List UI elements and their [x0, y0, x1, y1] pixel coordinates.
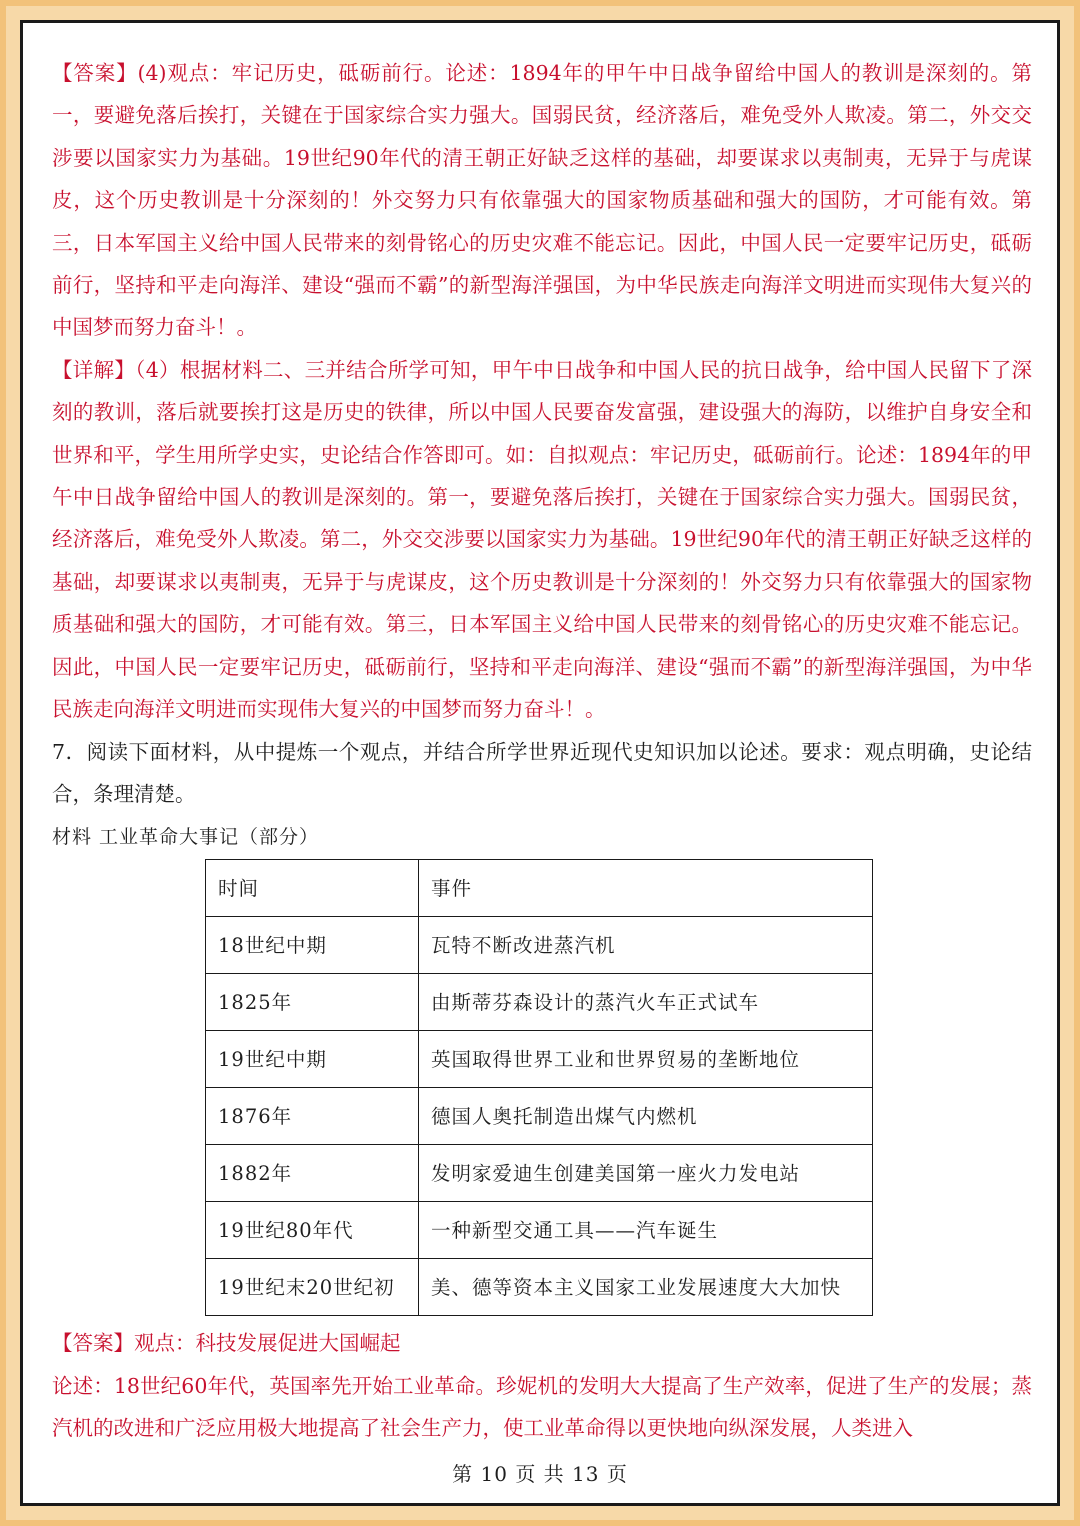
explanation-text: （4）根据材料二、三并结合所学可知，甲午中日战争和中国人民的抗日战争，给中国人民留下了深刻的教训，落后就要挨打这是历史的铁律，所以中国人民要奋发富强，建设强大的海防，以维护自身安全和世界和平，学生用所学史实，史论结合作答即可。如：自拟观点：牢记历史，砥砺前行。论述：1894年的甲午中日战争留给中国人的教训是深刻的。第一，要避免落后挨打，关键在于国家综合实力强大。国弱民贫，经济落后，难免受外人欺凌。第二，外交交涉要以国家实力为基础。19世纪90年代的清王朝正好缺乏这样的基础，却要谋求以夷制夷，无异于与虎谋皮，这个历史教训是十分深刻的！外交努力只有依靠强大的国家物质基础和强大的国防，才可能有效。第三，日本军国主义给中国人民带来的刻骨铭心的历史灾难不能忘记。因此，中国人民一定要牢记历史，砥砺前行，坚持和平走向海洋、建设“强而不霸”的新型海洋强国，为中华民族走向海洋文明进而实现伟大复兴的中国梦而努力奋斗！。 — [52, 357, 1032, 722]
cell-event: 美、德等资本主义国家工业发展速度大大加快 — [419, 1259, 873, 1316]
table-row — [206, 1031, 873, 1088]
table-row — [206, 974, 873, 1031]
answer-argument: 论述：18世纪60年代，英国率先开始工业革命。珍妮机的发明大大提高了生产效率，促进了生产的发展；蒸汽机的改进和广泛应用极大地提高了社会生产力，使工业革命得以更快地向纵深发展，人类进入 — [52, 1373, 1032, 1441]
table-row — [206, 1202, 873, 1259]
cell-event: 由斯蒂芬森设计的蒸汽火车正式试车 — [419, 974, 873, 1031]
cell-time: 1882年 — [206, 1145, 419, 1202]
cell-event: 发明家爱迪生创建美国第一座火力发电站 — [419, 1145, 873, 1202]
header-event: 事件 — [419, 860, 873, 917]
table-header-row — [206, 860, 873, 917]
answer-tag: 【答案】 — [52, 61, 138, 85]
cell-time: 19世纪末20世纪初 — [206, 1259, 419, 1316]
document-body — [52, 52, 1032, 1450]
viewpoint-text: 观点：科技发展促进大国崛起 — [134, 1331, 401, 1356]
cell-event: 一种新型交通工具——汽车诞生 — [419, 1202, 873, 1259]
industrial-revolution-table — [205, 859, 873, 1316]
cell-time: 1825年 — [206, 974, 419, 1031]
table-row — [206, 1088, 873, 1145]
table-body — [206, 860, 873, 1316]
cell-time: 19世纪中期 — [206, 1031, 419, 1088]
table-row — [206, 1145, 873, 1202]
table-row — [206, 1259, 873, 1316]
cell-event: 瓦特不断改进蒸汽机 — [419, 917, 873, 974]
page-number: 第 10 页 共 13 页 — [452, 1462, 628, 1486]
header-time: 时间 — [206, 860, 419, 917]
answer-text: (4)观点：牢记历史，砥砺前行。论述：1894年的甲午中日战争留给中国人的教训是深刻的。第一，要避免落后挨打，关键在于国家综合实力强大。国弱民贫，经济落后，难免受外人欺凌。第二，外交交涉要以国家实力为基础。19世纪90年代的清王朝正好缺乏这样的基础，却要谋求以夷制夷，无异于与虎谋皮，这个历史教训是十分深刻的！外交努力只有依靠强大的国家物质基础和强大的国防，才可能有效。第三，日本军国主义给中国人民带来的刻骨铭心的历史灾难不能忘记。因此，中国人民一定要牢记历史，砥砺前行，坚持和平走向海洋、建设“强而不霸”的新型海洋强国，为中华民族走向海洋文明进而实现伟大复兴的中国梦而努力奋斗！。 — [52, 61, 1032, 340]
explanation-tag: 【详解】 — [52, 357, 136, 382]
cell-time: 19世纪80年代 — [206, 1202, 419, 1259]
cell-event: 英国取得世界工业和世界贸易的垄断地位 — [419, 1031, 873, 1088]
answer-viewpoint — [52, 1322, 1032, 1364]
cell-time: 18世纪中期 — [206, 917, 419, 974]
question-7-prompt: 7．阅读下面材料，从中提炼一个观点，并结合所学世界近现代史知识加以论述。要求：观点明确，史论结合，条理清楚。 — [52, 739, 1032, 806]
cell-event: 德国人奥托制造出煤气内燃机 — [419, 1088, 873, 1145]
table-row — [206, 917, 873, 974]
answer-paragraph-1 — [52, 52, 1032, 349]
answer-tag-2: 【答案】 — [52, 1331, 134, 1356]
cell-time: 1876年 — [206, 1088, 419, 1145]
explanation-paragraph — [52, 349, 1032, 731]
material-title: 材料 工业革命大事记（部分） — [52, 826, 320, 849]
